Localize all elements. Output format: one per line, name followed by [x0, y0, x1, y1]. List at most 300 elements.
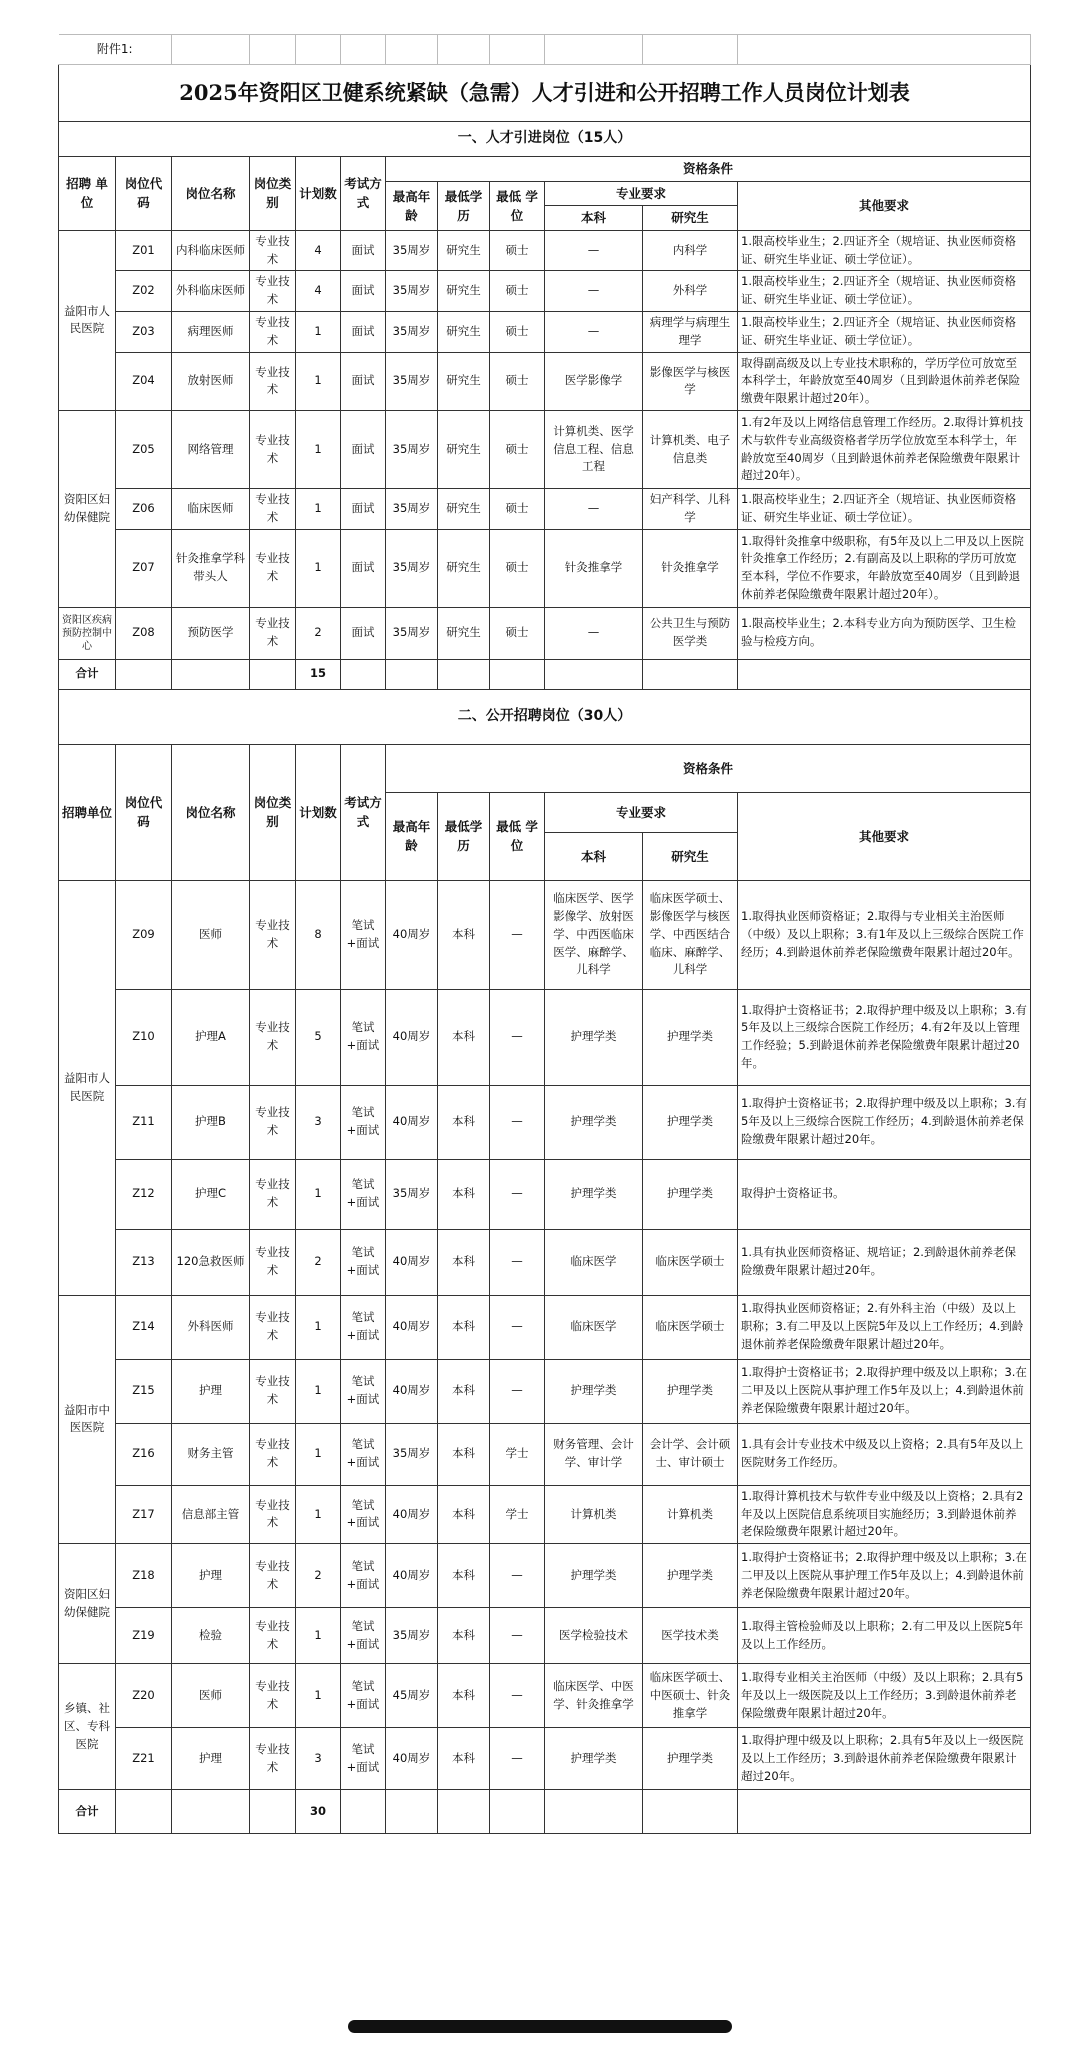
edu-cell: 本科	[438, 1423, 490, 1485]
header-exam: 考试方式	[341, 744, 386, 880]
undergrad-cell: —	[545, 607, 643, 659]
code-cell: Z13	[116, 1229, 172, 1295]
code-cell: Z12	[116, 1159, 172, 1229]
header-min-edu: 最低学历	[438, 182, 490, 231]
table-row	[59, 230, 1031, 271]
position-name-cell: 医师	[172, 1664, 250, 1728]
degree-cell: 硕士	[490, 312, 545, 353]
edu-cell: 研究生	[438, 230, 490, 271]
undergrad-cell: 针灸推拿学	[545, 529, 643, 607]
code-cell: Z09	[116, 880, 172, 989]
undergrad-cell: 临床医学、中医学、针灸推拿学	[545, 1664, 643, 1728]
category-cell: 专业技术	[250, 1664, 296, 1728]
category-cell: 专业技术	[250, 489, 296, 530]
age-cell: 40周岁	[386, 1359, 438, 1423]
grad-cell: 临床医学硕士	[643, 1295, 738, 1359]
exam-cell: 面试	[341, 352, 386, 410]
category-cell: 专业技术	[250, 271, 296, 312]
grad-cell: 护理学类	[643, 1159, 738, 1229]
header-code: 岗位代码	[116, 744, 172, 880]
header-category: 岗位类别	[250, 744, 296, 880]
category-cell: 专业技术	[250, 352, 296, 410]
undergrad-cell: 财务管理、会计学、审计学	[545, 1423, 643, 1485]
header-count: 计划数	[296, 157, 341, 231]
age-cell: 40周岁	[386, 1485, 438, 1543]
exam-cell: 笔试+面试	[341, 1159, 386, 1229]
category-cell: 专业技术	[250, 1359, 296, 1423]
exam-cell: 笔试+面试	[341, 1085, 386, 1159]
exam-cell: 面试	[341, 411, 386, 489]
exam-cell: 笔试+面试	[341, 1664, 386, 1728]
unit-cell: 益阳市人民医院	[59, 230, 116, 410]
code-cell: Z16	[116, 1423, 172, 1485]
attachment-row	[59, 35, 1031, 65]
table-row	[59, 1159, 1031, 1229]
grad-cell: 护理学类	[643, 989, 738, 1085]
code-cell: Z07	[116, 529, 172, 607]
other-cell: 1.取得主管检验师及以上职称；2.有二甲及以上医院5年及以上工作经历。	[738, 1608, 1031, 1664]
count-cell: 3	[296, 1085, 341, 1159]
code-cell: Z01	[116, 230, 172, 271]
exam-cell: 面试	[341, 529, 386, 607]
degree-cell: —	[490, 1664, 545, 1728]
header-count: 计划数	[296, 744, 341, 880]
section1-header-row1	[59, 157, 1031, 182]
recruitment-sheet	[58, 34, 1030, 1834]
undergrad-cell: 护理学类	[545, 1085, 643, 1159]
table-row	[59, 271, 1031, 312]
age-cell: 40周岁	[386, 1229, 438, 1295]
header-major: 专业要求	[545, 792, 738, 832]
other-cell: 1.取得专业相关主治医师（中级）及以上职称；2.具有5年及以上一级医院及以上工作经历；3.到龄退休前养老保险缴费年限累计超过20年。	[738, 1664, 1031, 1728]
edu-cell: 研究生	[438, 312, 490, 353]
other-cell: 1.取得执业医师资格证；2.取得与专业相关主治医师（中级）及以上职称；3.有1年及以上三级综合医院工作经历；4.到龄退休前养老保险缴费年限累计超过20年。	[738, 880, 1031, 989]
degree-cell: —	[490, 1085, 545, 1159]
count-cell: 1	[296, 1159, 341, 1229]
edu-cell: 本科	[438, 1608, 490, 1664]
other-cell: 1.限高校毕业生；2.本科专业方向为预防医学、卫生检验与检疫方向。	[738, 607, 1031, 659]
count-cell: 1	[296, 1423, 341, 1485]
degree-cell: —	[490, 1544, 545, 1608]
degree-cell: —	[490, 1359, 545, 1423]
code-cell: Z04	[116, 352, 172, 410]
category-cell: 专业技术	[250, 1728, 296, 1790]
undergrad-cell: 护理学类	[545, 1728, 643, 1790]
section2-title: 二、公开招聘岗位（30人）	[59, 689, 1031, 744]
position-name-cell: 护理A	[172, 989, 250, 1085]
code-cell: Z21	[116, 1728, 172, 1790]
position-name-cell: 外科医师	[172, 1295, 250, 1359]
age-cell: 35周岁	[386, 489, 438, 530]
table-row	[59, 1608, 1031, 1664]
edu-cell: 研究生	[438, 411, 490, 489]
header-unit: 招聘单位	[59, 744, 116, 880]
table-row	[59, 1085, 1031, 1159]
undergrad-cell: —	[545, 271, 643, 312]
table-row	[59, 880, 1031, 989]
grad-cell: 影像医学与核医学	[643, 352, 738, 410]
other-cell: 1.取得护士资格证书；2.取得护理中级及以上职称；3.有5年及以上三级综合医院工作经历；4.到龄退休前养老保险缴费年限累计超过20年。	[738, 1085, 1031, 1159]
edu-cell: 本科	[438, 989, 490, 1085]
exam-cell: 笔试+面试	[341, 1423, 386, 1485]
category-cell: 专业技术	[250, 1159, 296, 1229]
home-indicator[interactable]	[348, 2020, 732, 2033]
age-cell: 40周岁	[386, 989, 438, 1085]
table-row	[59, 1229, 1031, 1295]
exam-cell: 笔试+面试	[341, 880, 386, 989]
table-row	[59, 312, 1031, 353]
category-cell: 专业技术	[250, 230, 296, 271]
code-cell: Z14	[116, 1295, 172, 1359]
edu-cell: 研究生	[438, 529, 490, 607]
grad-cell: 护理学类	[643, 1359, 738, 1423]
degree-cell: 硕士	[490, 352, 545, 410]
grad-cell: 临床医学硕士、中医硕士、针灸推拿学	[643, 1664, 738, 1728]
exam-cell: 笔试+面试	[341, 1485, 386, 1543]
degree-cell: 硕士	[490, 489, 545, 530]
position-plan-table	[58, 34, 1031, 1834]
other-cell: 1.限高校毕业生；2.四证齐全（规培证、执业医师资格证、研究生毕业证、硕士学位证）。	[738, 489, 1031, 530]
category-cell: 专业技术	[250, 1608, 296, 1664]
degree-cell: —	[490, 1229, 545, 1295]
age-cell: 35周岁	[386, 607, 438, 659]
category-cell: 专业技术	[250, 607, 296, 659]
unit-cell: 益阳市人民医院	[59, 880, 116, 1295]
degree-cell: —	[490, 1608, 545, 1664]
position-name-cell: 预防医学	[172, 607, 250, 659]
degree-cell: 硕士	[490, 230, 545, 271]
total-value: 15	[296, 659, 341, 689]
header-qualification: 资格条件	[386, 157, 1031, 182]
count-cell: 1	[296, 1664, 341, 1728]
header-name: 岗位名称	[172, 744, 250, 880]
other-cell: 取得副高级及以上专业技术职称的，学历学位可放宽至本科学士，年龄放宽至40周岁（且到龄退休前养老保险缴费年限累计超过20年）。	[738, 352, 1031, 410]
edu-cell: 本科	[438, 1728, 490, 1790]
unit-cell: 益阳市中医医院	[59, 1295, 116, 1543]
other-cell: 1.具有执业医师资格证、规培证；2.到龄退休前养老保险缴费年限累计超过20年。	[738, 1229, 1031, 1295]
header-min-edu: 最低学历	[438, 792, 490, 880]
grad-cell: 计算机类、电子信息类	[643, 411, 738, 489]
degree-cell: 硕士	[490, 607, 545, 659]
count-cell: 3	[296, 1728, 341, 1790]
header-qualification: 资格条件	[386, 744, 1031, 792]
total-row	[59, 1790, 1031, 1834]
grad-cell: 护理学类	[643, 1085, 738, 1159]
edu-cell: 本科	[438, 1664, 490, 1728]
header-grad: 研究生	[643, 832, 738, 880]
other-cell: 1.具有会计专业技术中级及以上资格；2.具有5年及以上医院财务工作经历。	[738, 1423, 1031, 1485]
count-cell: 1	[296, 312, 341, 353]
table-row	[59, 989, 1031, 1085]
category-cell: 专业技术	[250, 312, 296, 353]
code-cell: Z15	[116, 1359, 172, 1423]
table-row	[59, 1359, 1031, 1423]
table-row	[59, 1485, 1031, 1543]
grad-cell: 会计学、会计硕士、审计硕士	[643, 1423, 738, 1485]
header-undergrad: 本科	[545, 832, 643, 880]
age-cell: 35周岁	[386, 1423, 438, 1485]
section1-title: 一、人才引进岗位（15人）	[59, 122, 1031, 157]
unit-cell: 资阳区妇幼保健院	[59, 1544, 116, 1664]
section1-title-row	[59, 122, 1031, 157]
count-cell: 4	[296, 230, 341, 271]
header-other: 其他要求	[738, 182, 1031, 231]
unit-cell: 资阳区疾病预防控制中心	[59, 607, 116, 659]
position-name-cell: 内科临床医师	[172, 230, 250, 271]
age-cell: 40周岁	[386, 1544, 438, 1608]
other-cell: 1.取得护士资格证书；2.取得护理中级及以上职称；3.在二甲及以上医院从事护理工作5年及以上；4.到龄退休前养老保险缴费年限累计超过20年。	[738, 1544, 1031, 1608]
edu-cell: 本科	[438, 1085, 490, 1159]
header-unit: 招聘 单位	[59, 157, 116, 231]
table-row	[59, 1544, 1031, 1608]
grad-cell: 临床医学硕士、影像医学与核医学、中西医结合临床、麻醉学、儿科学	[643, 880, 738, 989]
undergrad-cell: 护理学类	[545, 1359, 643, 1423]
table-row	[59, 489, 1031, 530]
grad-cell: 临床医学硕士	[643, 1229, 738, 1295]
undergrad-cell: 护理学类	[545, 1159, 643, 1229]
header-name: 岗位名称	[172, 157, 250, 231]
count-cell: 1	[296, 1608, 341, 1664]
table-row	[59, 1728, 1031, 1790]
count-cell: 2	[296, 1229, 341, 1295]
header-category: 岗位类别	[250, 157, 296, 231]
category-cell: 专业技术	[250, 529, 296, 607]
code-cell: Z10	[116, 989, 172, 1085]
code-cell: Z17	[116, 1485, 172, 1543]
age-cell: 35周岁	[386, 1159, 438, 1229]
undergrad-cell: 临床医学	[545, 1229, 643, 1295]
code-cell: Z18	[116, 1544, 172, 1608]
header-other: 其他要求	[738, 792, 1031, 880]
category-cell: 专业技术	[250, 1295, 296, 1359]
position-name-cell: 临床医师	[172, 489, 250, 530]
category-cell: 专业技术	[250, 1085, 296, 1159]
age-cell: 35周岁	[386, 411, 438, 489]
header-code: 岗位代码	[116, 157, 172, 231]
header-undergrad: 本科	[545, 206, 643, 230]
code-cell: Z20	[116, 1664, 172, 1728]
exam-cell: 笔试+面试	[341, 1544, 386, 1608]
other-cell: 1.取得护士资格证书；2.取得护理中级及以上职称；3.在二甲及以上医院从事护理工作5年及以上；4.到龄退休前养老保险缴费年限累计超过20年。	[738, 1359, 1031, 1423]
category-cell: 专业技术	[250, 1229, 296, 1295]
edu-cell: 研究生	[438, 489, 490, 530]
table-row	[59, 1664, 1031, 1728]
count-cell: 1	[296, 352, 341, 410]
exam-cell: 面试	[341, 271, 386, 312]
edu-cell: 本科	[438, 1229, 490, 1295]
exam-cell: 笔试+面试	[341, 1229, 386, 1295]
attachment-label: 附件1:	[59, 35, 172, 65]
position-name-cell: 检验	[172, 1608, 250, 1664]
age-cell: 40周岁	[386, 1085, 438, 1159]
total-label: 合计	[59, 659, 116, 689]
position-name-cell: 放射医师	[172, 352, 250, 410]
section2-title-row	[59, 689, 1031, 744]
edu-cell: 本科	[438, 1159, 490, 1229]
header-grad: 研究生	[643, 206, 738, 230]
position-name-cell: 护理C	[172, 1159, 250, 1229]
unit-cell: 资阳区妇幼保健院	[59, 411, 116, 608]
exam-cell: 面试	[341, 230, 386, 271]
degree-cell: —	[490, 989, 545, 1085]
header-exam: 考试方式	[341, 157, 386, 231]
category-cell: 专业技术	[250, 1485, 296, 1543]
position-name-cell: 医师	[172, 880, 250, 989]
undergrad-cell: 临床医学	[545, 1295, 643, 1359]
total-label: 合计	[59, 1790, 116, 1834]
table-row	[59, 607, 1031, 659]
count-cell: 4	[296, 271, 341, 312]
count-cell: 1	[296, 1485, 341, 1543]
undergrad-cell: 护理学类	[545, 1544, 643, 1608]
unit-cell: 乡镇、社区、专科医院	[59, 1664, 116, 1790]
count-cell: 1	[296, 1295, 341, 1359]
edu-cell: 研究生	[438, 352, 490, 410]
position-name-cell: 财务主管	[172, 1423, 250, 1485]
degree-cell: 学士	[490, 1485, 545, 1543]
position-name-cell: 120急救医师	[172, 1229, 250, 1295]
count-cell: 1	[296, 529, 341, 607]
exam-cell: 笔试+面试	[341, 1359, 386, 1423]
section2-header-row1	[59, 744, 1031, 792]
age-cell: 35周岁	[386, 271, 438, 312]
count-cell: 2	[296, 607, 341, 659]
degree-cell: 硕士	[490, 271, 545, 312]
exam-cell: 面试	[341, 489, 386, 530]
count-cell: 1	[296, 411, 341, 489]
code-cell: Z11	[116, 1085, 172, 1159]
other-cell: 1.限高校毕业生；2.四证齐全（规培证、执业医师资格证、研究生毕业证、硕士学位证）。	[738, 230, 1031, 271]
position-name-cell: 病理医师	[172, 312, 250, 353]
exam-cell: 笔试+面试	[341, 989, 386, 1085]
edu-cell: 本科	[438, 880, 490, 989]
exam-cell: 面试	[341, 607, 386, 659]
grad-cell: 妇产科学、儿科学	[643, 489, 738, 530]
table-row	[59, 1295, 1031, 1359]
header-min-degree: 最低 学位	[490, 182, 545, 231]
table-row	[59, 411, 1031, 489]
position-name-cell: 护理	[172, 1359, 250, 1423]
position-name-cell: 信息部主管	[172, 1485, 250, 1543]
undergrad-cell: —	[545, 230, 643, 271]
title-row	[59, 65, 1031, 122]
code-cell: Z05	[116, 411, 172, 489]
table-row	[59, 1423, 1031, 1485]
other-cell: 1.限高校毕业生；2.四证齐全（规培证、执业医师资格证、研究生毕业证、硕士学位证）。	[738, 271, 1031, 312]
age-cell: 45周岁	[386, 1664, 438, 1728]
grad-cell: 公共卫生与预防医学类	[643, 607, 738, 659]
undergrad-cell: —	[545, 312, 643, 353]
undergrad-cell: 医学影像学	[545, 352, 643, 410]
degree-cell: 硕士	[490, 529, 545, 607]
grad-cell: 外科学	[643, 271, 738, 312]
grad-cell: 计算机类	[643, 1485, 738, 1543]
position-name-cell: 针灸推拿学科带头人	[172, 529, 250, 607]
undergrad-cell: 计算机类、医学信息工程、信息工程	[545, 411, 643, 489]
category-cell: 专业技术	[250, 989, 296, 1085]
age-cell: 35周岁	[386, 352, 438, 410]
undergrad-cell: 护理学类	[545, 989, 643, 1085]
total-row	[59, 659, 1031, 689]
code-cell: Z02	[116, 271, 172, 312]
table-row	[59, 352, 1031, 410]
undergrad-cell: 医学检验技术	[545, 1608, 643, 1664]
age-cell: 40周岁	[386, 880, 438, 989]
category-cell: 专业技术	[250, 411, 296, 489]
position-name-cell: 护理	[172, 1544, 250, 1608]
exam-cell: 笔试+面试	[341, 1728, 386, 1790]
header-major: 专业要求	[545, 182, 738, 206]
header-max-age: 最高年龄	[386, 792, 438, 880]
degree-cell: —	[490, 880, 545, 989]
count-cell: 1	[296, 1359, 341, 1423]
count-cell: 2	[296, 1544, 341, 1608]
grad-cell: 针灸推拿学	[643, 529, 738, 607]
code-cell: Z19	[116, 1608, 172, 1664]
grad-cell: 护理学类	[643, 1544, 738, 1608]
exam-cell: 笔试+面试	[341, 1295, 386, 1359]
age-cell: 40周岁	[386, 1728, 438, 1790]
header-min-degree: 最低 学位	[490, 792, 545, 880]
code-cell: Z08	[116, 607, 172, 659]
degree-cell: —	[490, 1159, 545, 1229]
position-name-cell: 护理	[172, 1728, 250, 1790]
degree-cell: 硕士	[490, 411, 545, 489]
grad-cell: 病理学与病理生理学	[643, 312, 738, 353]
degree-cell: —	[490, 1295, 545, 1359]
category-cell: 专业技术	[250, 880, 296, 989]
age-cell: 35周岁	[386, 312, 438, 353]
code-cell: Z06	[116, 489, 172, 530]
position-name-cell: 外科临床医师	[172, 271, 250, 312]
code-cell: Z03	[116, 312, 172, 353]
degree-cell: —	[490, 1728, 545, 1790]
edu-cell: 本科	[438, 1485, 490, 1543]
grad-cell: 医学技术类	[643, 1608, 738, 1664]
other-cell: 1.取得护士资格证书；2.取得护理中级及以上职称；3.有5年及以上三级综合医院工作经历；4.有2年及以上管理工作经验；5.到龄退休前养老保险缴费年限累计超过20年。	[738, 989, 1031, 1085]
page-title: 2025年资阳区卫健系统紧缺（急需）人才引进和公开招聘工作人员岗位计划表	[59, 65, 1031, 122]
table-row	[59, 529, 1031, 607]
undergrad-cell: —	[545, 489, 643, 530]
count-cell: 5	[296, 989, 341, 1085]
edu-cell: 研究生	[438, 607, 490, 659]
edu-cell: 本科	[438, 1359, 490, 1423]
other-cell: 1.取得计算机技术与软件专业中级及以上资格；2.具有2年及以上医院信息系统项目实施经历；3.到龄退休前养老保险缴费年限累计超过20年。	[738, 1485, 1031, 1543]
undergrad-cell: 计算机类	[545, 1485, 643, 1543]
undergrad-cell: 临床医学、医学影像学、放射医学、中西医临床医学、麻醉学、儿科学	[545, 880, 643, 989]
age-cell: 40周岁	[386, 1295, 438, 1359]
grad-cell: 护理学类	[643, 1728, 738, 1790]
position-name-cell: 网络管理	[172, 411, 250, 489]
edu-cell: 本科	[438, 1295, 490, 1359]
other-cell: 取得护士资格证书。	[738, 1159, 1031, 1229]
header-max-age: 最高年龄	[386, 182, 438, 231]
grad-cell: 内科学	[643, 230, 738, 271]
position-name-cell: 护理B	[172, 1085, 250, 1159]
age-cell: 35周岁	[386, 1608, 438, 1664]
other-cell: 1.取得针灸推拿中级职称，有5年及以上二甲及以上医院针灸推拿工作经历；2.有副高及以上职称的学历可放宽至本科，学位不作要求，年龄放宽至40周岁（且到龄退休前养老保险缴费年限累计超过20年）。	[738, 529, 1031, 607]
age-cell: 35周岁	[386, 529, 438, 607]
other-cell: 1.取得执业医师资格证；2.有外科主治（中级）及以上职称；3.有二甲及以上医院5年及以上工作经历；4.到龄退休前养老保险缴费年限累计超过20年。	[738, 1295, 1031, 1359]
other-cell: 1.取得护理中级及以上职称；2.具有5年及以上一级医院及以上工作经历；3.到龄退休前养老保险缴费年限累计超过20年。	[738, 1728, 1031, 1790]
degree-cell: 学士	[490, 1423, 545, 1485]
count-cell: 8	[296, 880, 341, 989]
age-cell: 35周岁	[386, 230, 438, 271]
edu-cell: 研究生	[438, 271, 490, 312]
exam-cell: 笔试+面试	[341, 1608, 386, 1664]
total-value: 30	[296, 1790, 341, 1834]
category-cell: 专业技术	[250, 1423, 296, 1485]
